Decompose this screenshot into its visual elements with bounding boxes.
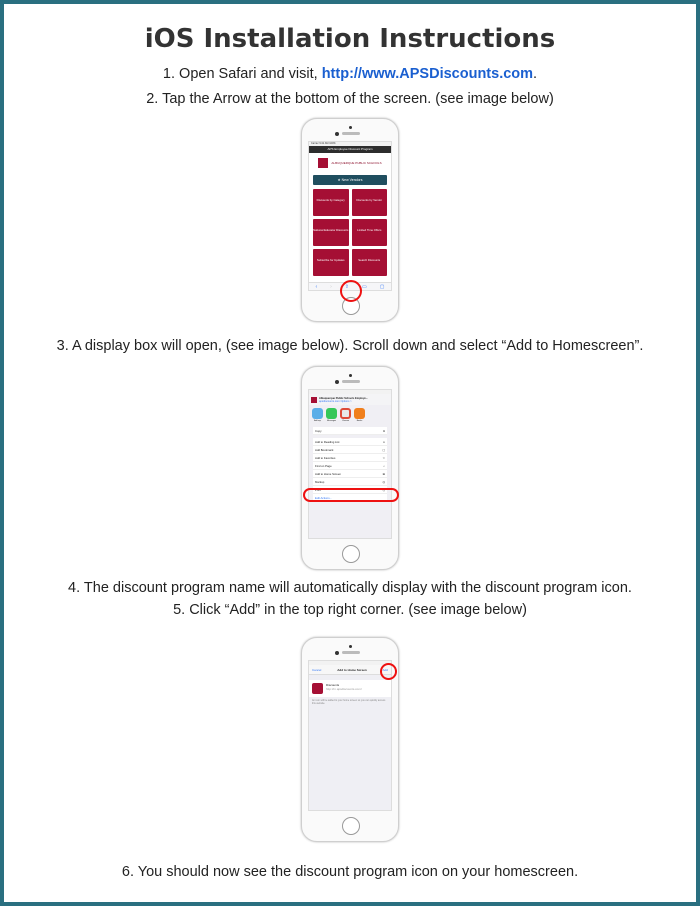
discount-app-icon <box>312 683 323 694</box>
share-icon: ⇧ <box>344 283 349 290</box>
step-1-suffix: . <box>533 66 538 82</box>
cancel-button: Cancel <box>312 667 322 672</box>
tile: Search Discounts <box>352 249 388 276</box>
new-vendors-button: ★ New Vendors <box>313 175 387 185</box>
aps-discounts-link[interactable]: http://www.APSDiscounts.com <box>321 66 534 82</box>
step-1-text: 1. Open Safari and visit, <box>162 66 322 82</box>
action-copy: Copy ⧉ <box>315 429 385 433</box>
add-button: Add <box>382 667 388 672</box>
phone-image-share-sheet: Albuquerque Public Schools Employe... apsdiscounts.com Options > AirDrop Messages Chrome Books Copy ⧉ Add to Reading List ∞ Add Bookmark ▢ Add to Favorites ☆ Find on Page ⌕ Add to Home Screen ⊞ Markup ◎ Print ⎙ Edit Actions... <box>301 366 399 570</box>
bookmarks-icon: ▭ <box>361 283 367 290</box>
status-bar: Carrier 9:41 AM 100% <box>309 142 391 146</box>
tile: National Educator Discounts <box>313 219 349 246</box>
share-header: Albuquerque Public Schools Employe... apsdiscounts.com Options > <box>309 394 391 405</box>
app-header: APS Employee Discount Program <box>309 146 391 153</box>
tabs-icon: ▢ <box>379 283 385 290</box>
tile: Discounts by Vendor <box>352 189 388 216</box>
back-icon: ‹ <box>315 283 318 290</box>
forward-icon: › <box>330 283 332 290</box>
step-6: 6. You should now see the discount program icon on your homescreen. <box>121 864 579 880</box>
step-1 <box>0 66 700 82</box>
highlight-oval <box>303 488 399 502</box>
step-3: 3. A display box will open, (see image below). Scroll down and select “Add to Homescreen”. <box>56 338 644 354</box>
tile: Limited Time Offers <box>352 219 388 246</box>
tile: Discounts by Category <box>313 189 349 216</box>
page-title: iOS Installation Instructions <box>144 24 556 54</box>
aps-logo: ALBUQUERQUE PUBLIC SCHOOLS <box>309 153 391 173</box>
tile: Subscribe for Updates <box>313 249 349 276</box>
step-4: 4. The discount program name will automatically display with the discount program icon. <box>68 580 632 596</box>
highlight-circle <box>380 663 397 680</box>
action-add-to-home-screen: Add to Home Screen ⊞ <box>315 472 385 476</box>
phone-image-safari <box>301 118 399 322</box>
step-5: 5. Click “Add” in the top right corner. (see image below) <box>173 602 527 618</box>
highlight-circle <box>340 280 362 302</box>
step-2: 2. Tap the Arrow at the bottom of the screen. (see image below) <box>146 91 554 107</box>
phone-image-add-home: Cancel Add to Home Screen Add Discounts http://m.apsdiscounts.com/ An icon will be added to your home screen so you can quickly access this website. <box>301 637 399 842</box>
